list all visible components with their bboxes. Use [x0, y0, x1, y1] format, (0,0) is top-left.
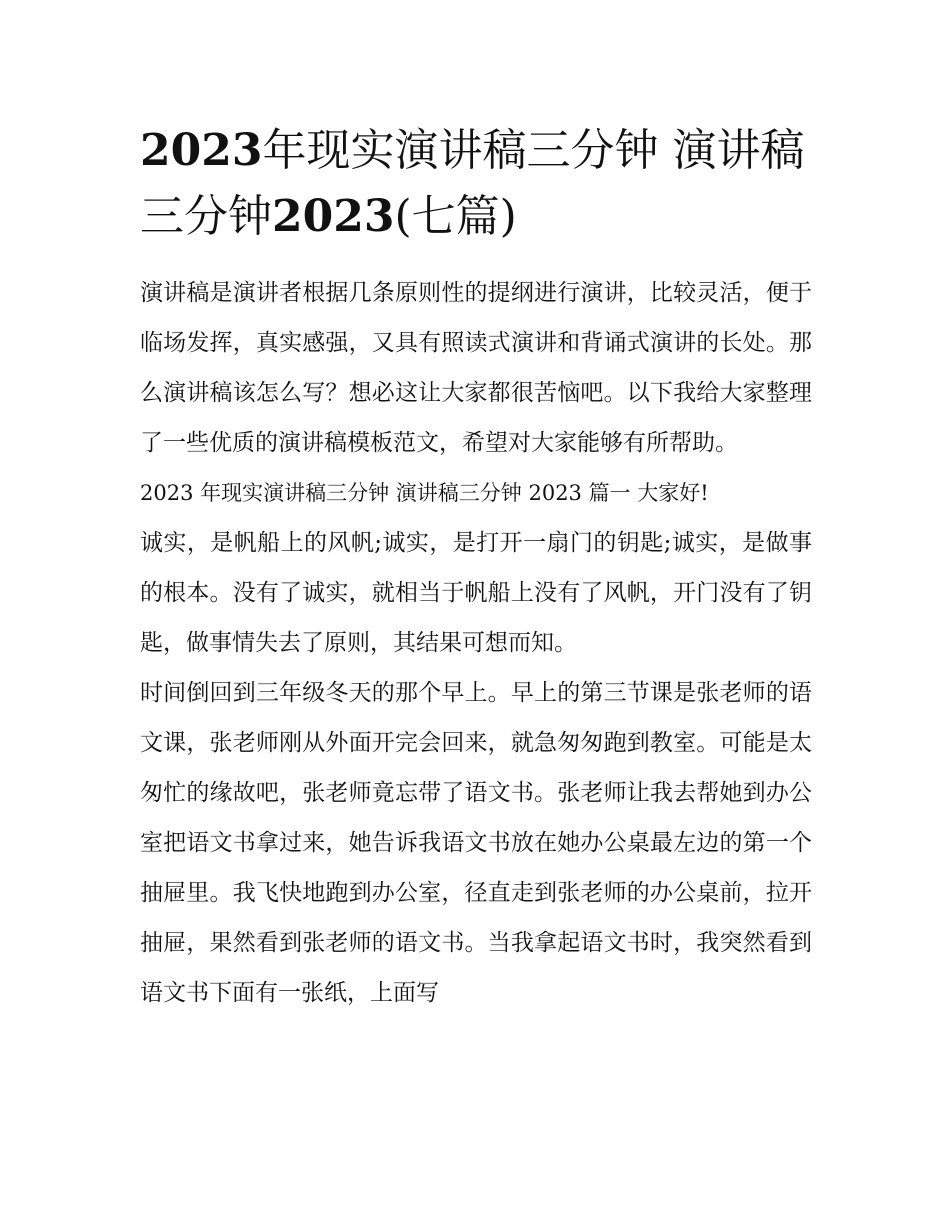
section-heading: 2023 年现实演讲稿三分钟 演讲稿三分钟 2023 篇一 大家好! [140, 481, 709, 505]
title-text-2: (七篇) [394, 191, 517, 242]
body-paragraph-2: 时间倒回到三年级冬天的那个早上。早上的第三节课是张老师的语文课，张老师刚从外面开完会回来，就急匆匆跑到教室。可能是太匆忙的缘故吧，张老师竟忘带了语文书。张老师让我去帮她到办公室把语文书拿过来，她告诉我语文书放在她办公桌最左边的第一个抽屉里。我飞快地跑到办公室，径直走到张老师的办公桌前，拉开抽屉，果然看到张老师的语文书。当我拿起语文书时，我突然看到语文书下面有一张纸，上面写 [140, 680, 812, 1006]
body-paragraph-1: 诚实，是帆船上的风帆;诚实，是打开一扇门的钥匙;诚实，是做事的根本。没有了诚实，就相当于帆船上没有了风帆，开门没有了钥匙，做事情失去了原则，其结果可想而知。 [140, 530, 812, 656]
document-page [140, 118, 812, 1018]
title-text-1: 年现实演讲稿三分钟 演讲稿三分钟 [140, 125, 805, 242]
title-year-2: 2023 [272, 191, 395, 242]
intro-paragraph: 演讲稿是演讲者根据几条原则性的提纲进行演讲，比较灵活，便于临场发挥，真实感强，又具有照读式演讲和背诵式演讲的长处。那么演讲稿该怎么写？想必这让大家都很苦恼吧。以下我给大家整理了一些优质的演讲稿模板范文，希望对大家能够有所帮助。 [140, 280, 812, 456]
title-spacer [140, 250, 812, 268]
title-year-1: 2023 [140, 125, 263, 176]
document-title [140, 118, 812, 250]
